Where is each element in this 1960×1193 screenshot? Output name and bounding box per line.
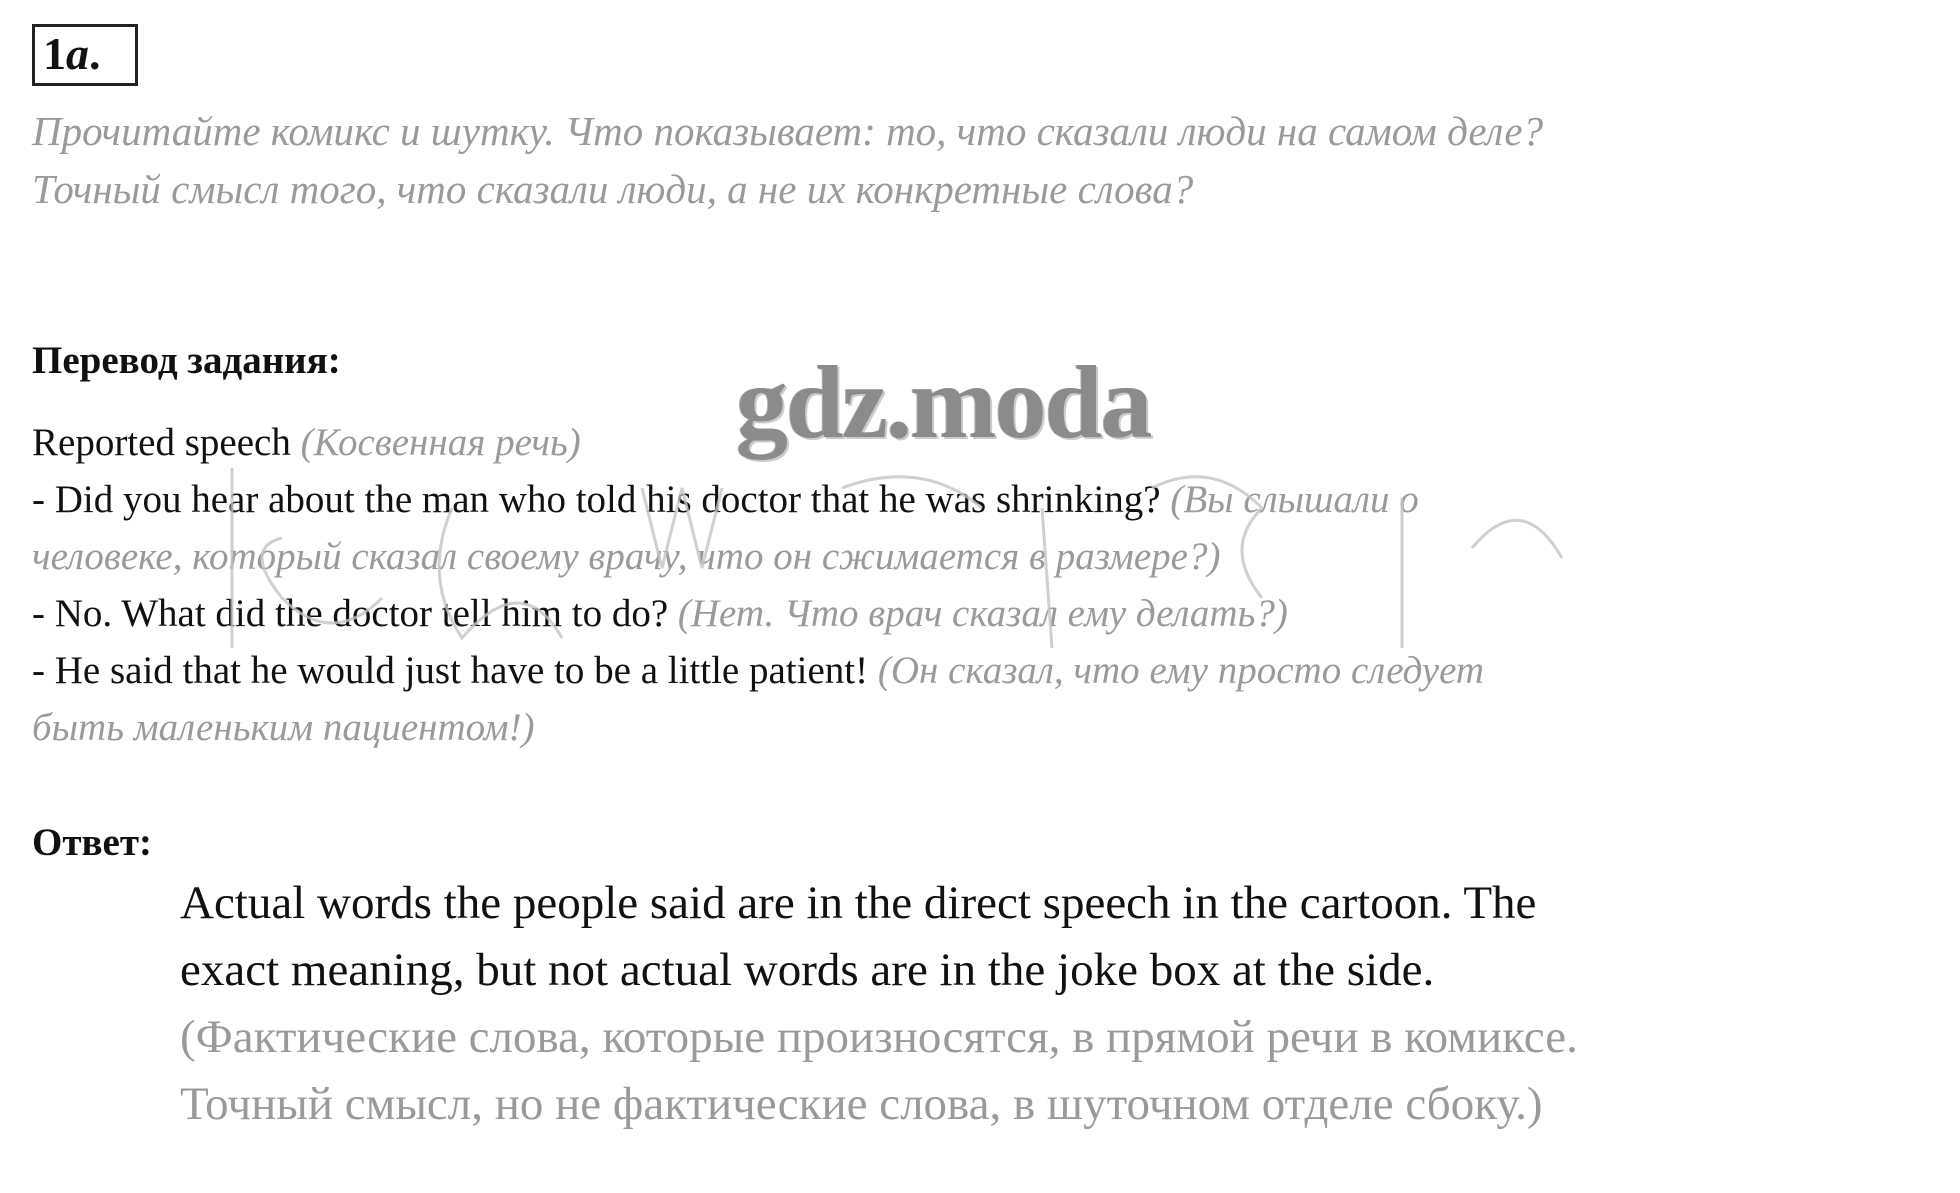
dialog-russian: (Нет. Что врач сказал ему делать?) [677,592,1288,635]
dialog-row [32,642,1932,699]
dialog-english: Reported speech [32,421,301,464]
dialog-russian: (Вы слышали о [1170,478,1419,521]
task-number-badge [32,24,138,86]
task-instruction [32,102,1932,218]
answer-russian-line: Точный смысл, но не фактические слова, в шуточном отделе сбоку.) [180,1078,1543,1130]
task-dot: . [89,28,101,79]
answer-english-line: Actual words the people said are in the direct speech in the cartoon. The [180,877,1537,929]
dialog-russian: (Он сказал, что ему просто следует [877,649,1485,692]
dialog-row [32,471,1932,528]
translation-dialog [32,414,1932,756]
dialog-row [32,528,1932,585]
instruction-line: Прочитайте комикс и шутку. Что показывает: то, что сказали люди на самом деле? [32,108,1544,154]
dialog-english: - No. What did the doctor tell him to do? [32,592,678,635]
translation-heading: Перевод задания: [32,339,341,382]
watermark-logo: gdz.moda [736,345,1151,460]
dialog-russian: быть маленьким пациентом!) [32,706,535,749]
dialog-row [32,699,1932,756]
dialog-russian: человеке, который сказал своему врачу, что он сжимается в размере?) [32,535,1221,578]
answer-english-line: exact meaning, but not actual words are in the joke box at the side. [180,944,1435,996]
dialog-row [32,585,1932,642]
instruction-line: Точный смысл того, что сказали люди, а не их конкретные слова? [32,166,1194,212]
answer-russian-line: (Фактические слова, которые произносятся, в прямой речи в комиксе. [180,1011,1578,1063]
dialog-english: - He said that he would just have to be a little patient! [32,649,878,692]
task-number: 1 [43,28,66,79]
dialog-english: - Did you hear about the man who told his doctor that he was shrinking? [32,478,1171,521]
answer-text [180,870,1940,1138]
answer-heading: Ответ: [32,821,153,864]
dialog-russian: (Косвенная речь) [300,421,581,464]
task-letter: a [66,28,89,79]
